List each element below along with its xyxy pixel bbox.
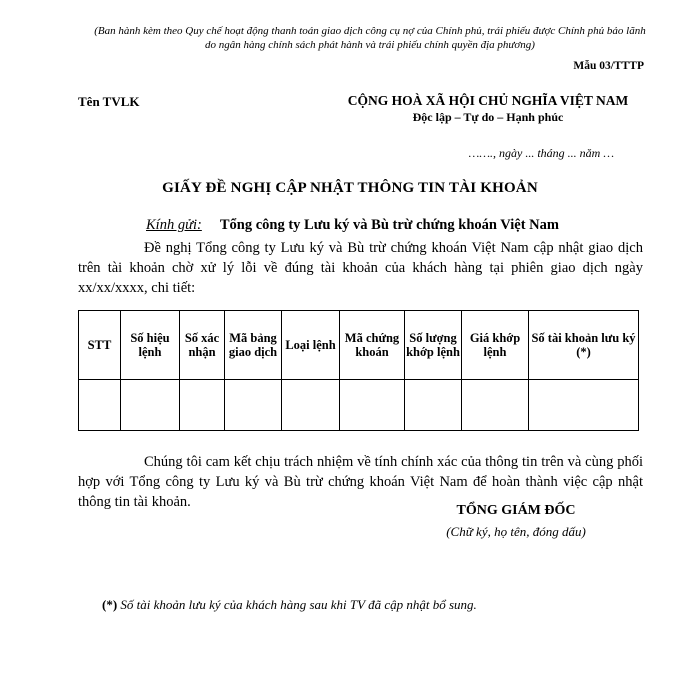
footnote-mark: (*) <box>102 597 118 612</box>
header-custody-account: Số tài khoản lưu ký (*) <box>529 311 639 380</box>
nation-name: CỘNG HOÀ XÃ HỘI CHỦ NGHĨA VIỆT NAM <box>347 93 629 108</box>
header-board-code: Mã bảng giao dịch <box>225 311 282 380</box>
header-confirmation-number: Số xác nhận <box>180 311 225 380</box>
header-matched-quantity: Số lượng khớp lệnh <box>405 311 462 380</box>
org-label: Tên TVLK <box>78 94 140 109</box>
signer-title: TỔNG GIÁM ĐỐC <box>456 503 576 518</box>
national-heading <box>330 92 646 126</box>
table-cell <box>529 380 639 431</box>
transaction-table <box>78 310 639 431</box>
table-cell <box>225 380 282 431</box>
header-security-code: Mã chứng khoán <box>340 311 405 380</box>
table-row <box>79 380 639 431</box>
signature-note: (Chữ ký, họ tên, đóng dấu) <box>446 524 586 539</box>
request-paragraph: Đề nghị Tổng công ty Lưu ký và Bù trừ chứng khoán Việt Nam cập nhật giao dịch trên tài khoản chờ xử lý lỗi về đúng tài khoản của khách hàng tại phiên giao dịch ngày xx/xx/xxxx, chi tiết: <box>78 240 643 296</box>
table-cell <box>282 380 340 431</box>
recipient-line <box>146 217 559 234</box>
table-cell <box>340 380 405 431</box>
header-matched-price: Giá khớp lệnh <box>462 311 529 380</box>
table-cell <box>462 380 529 431</box>
header-order-type: Loại lệnh <box>282 311 340 380</box>
form-code: Mẫu 03/TTTP <box>573 60 644 72</box>
table-cell <box>405 380 462 431</box>
table-cell <box>121 380 180 431</box>
header-stt: STT <box>79 311 121 380</box>
footnote <box>102 597 477 613</box>
header-order-number: Số hiệu lệnh <box>121 311 180 380</box>
footnote-text: Số tài khoản lưu ký của khách hàng sau khi TV đã cập nhật bổ sung. <box>120 597 477 612</box>
recipient-label: Kính gửi: <box>146 217 202 233</box>
table-cell <box>79 380 121 431</box>
table-header-row <box>79 311 639 380</box>
nation-motto: Độc lập – Tự do – Hạnh phúc <box>412 110 564 124</box>
table-cell <box>180 380 225 431</box>
document-title: GIẤY ĐỀ NGHỊ CẬP NHẬT THÔNG TIN TÀI KHOẢN <box>162 180 538 196</box>
commitment-paragraph: Chúng tôi cam kết chịu trách nhiệm về tính chính xác của thông tin trên và cùng phối hợp với Tổng công ty Lưu ký và Bù trừ chứng khoán Việt Nam để hoàn thành việc cập nhật thông tin tài khoản. <box>78 454 643 510</box>
regulation-note: (Ban hành kèm theo Quy chế hoạt động thanh toán giao dịch công cụ nợ của Chính phủ, trái phiếu được Chính phủ bảo lãnh do ngân hàng chính sách phát hành và trái phiếu chính quyền địa phương) <box>94 25 646 51</box>
date-line: ……., ngày ... tháng ... năm … <box>468 146 614 160</box>
recipient-name: Tổng công ty Lưu ký và Bù trừ chứng khoán Việt Nam <box>219 217 559 233</box>
